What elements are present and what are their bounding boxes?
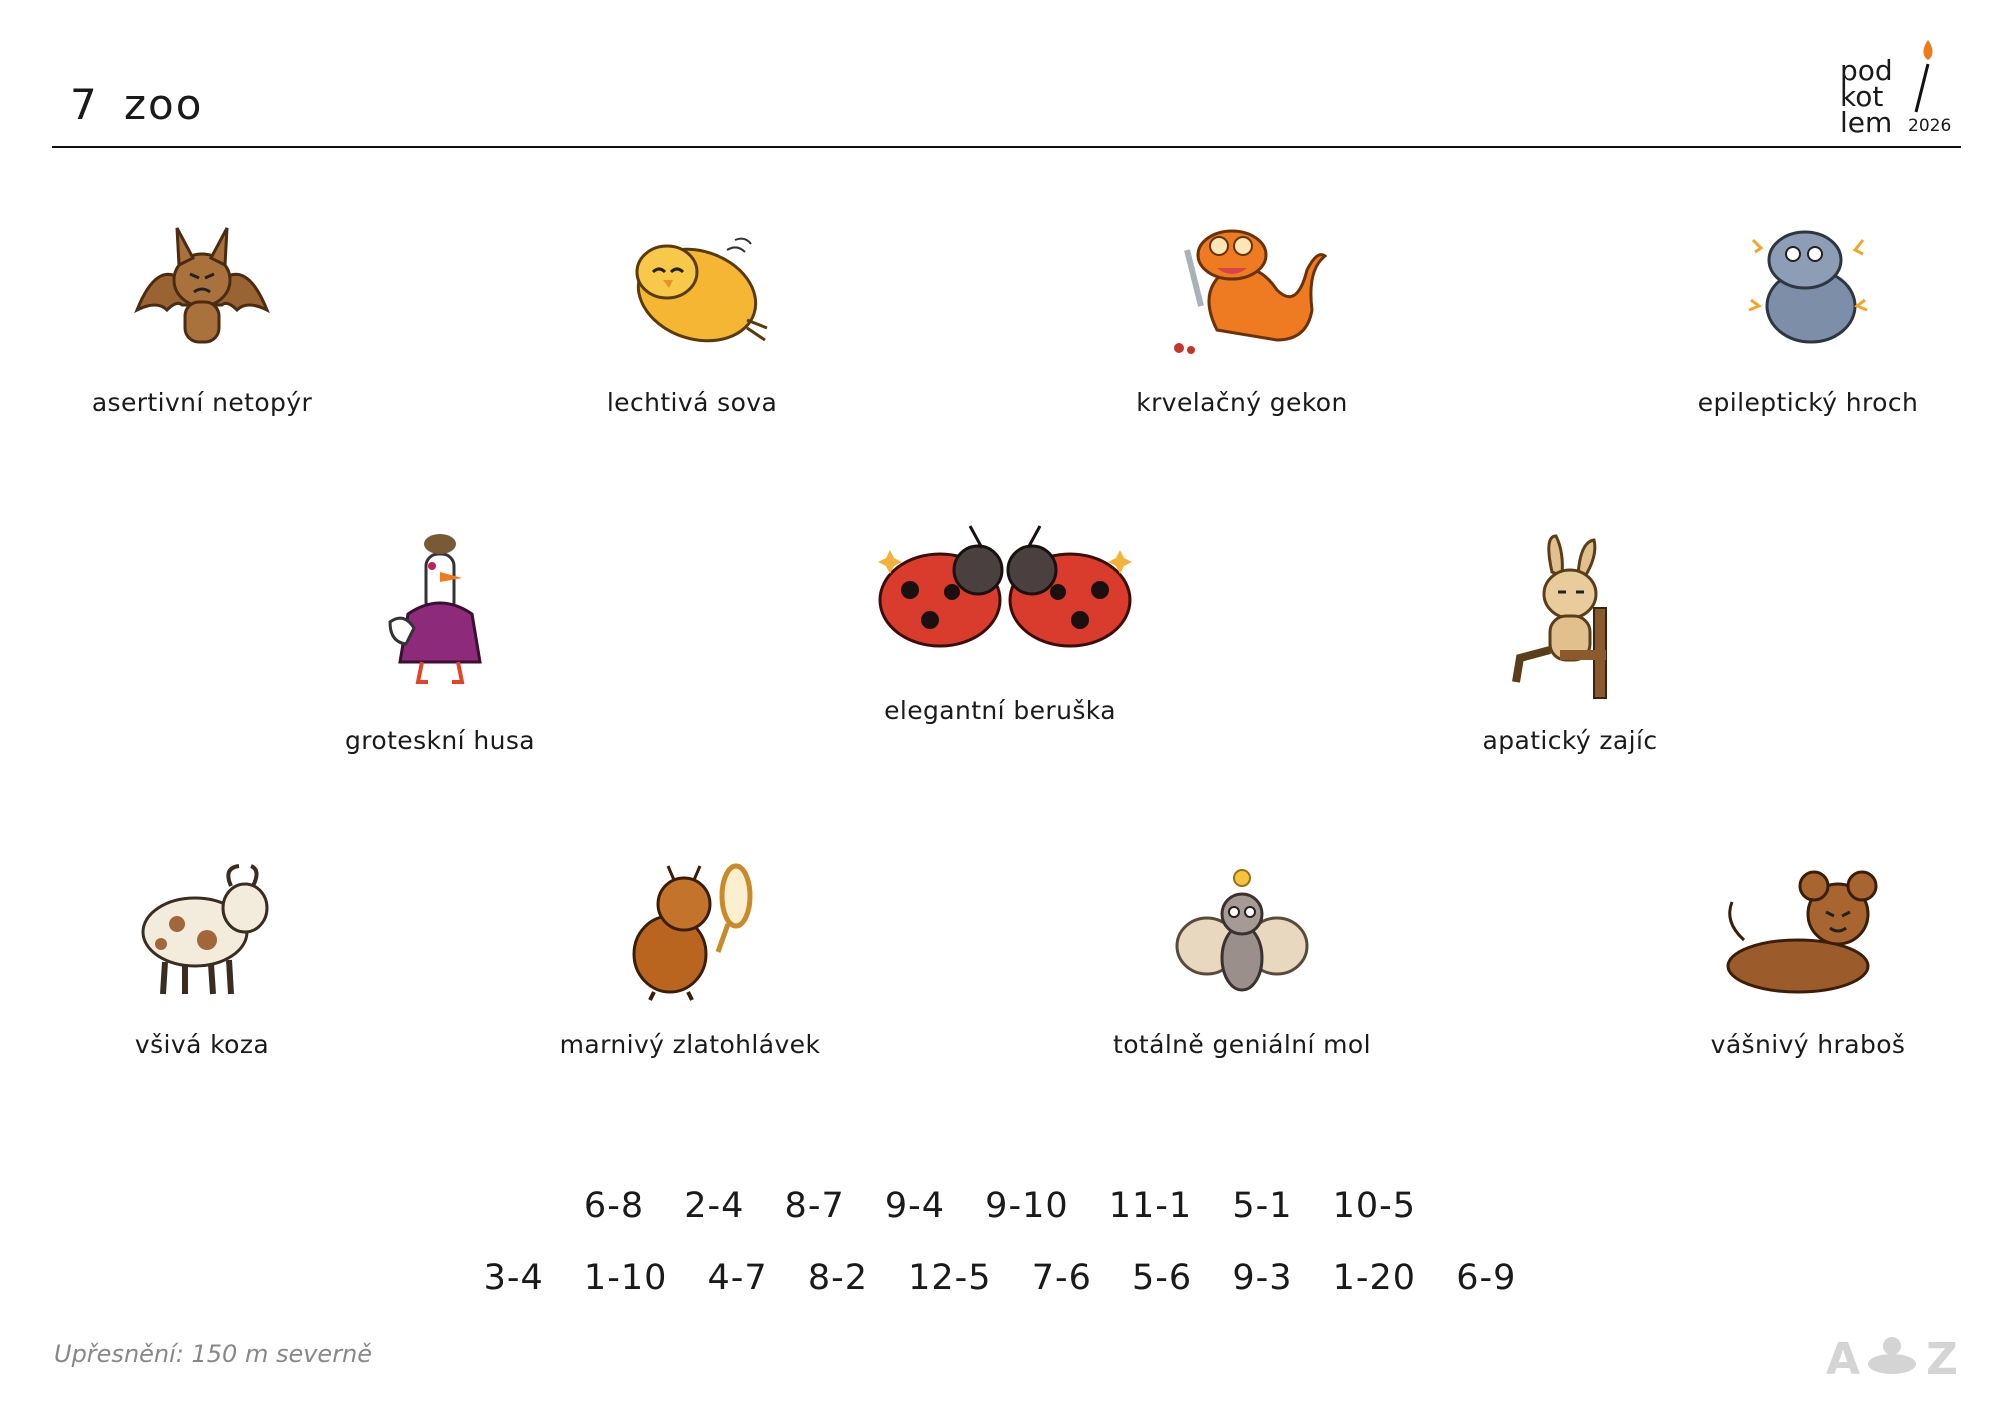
- beetle-icon: [610, 862, 770, 1002]
- animal-label-beetle: marnivý zlatohlávek: [559, 1030, 821, 1059]
- code-item: 4-7: [707, 1258, 768, 1298]
- animal-label-rabbit: apatický zajíc: [1482, 726, 1658, 755]
- animal-card-hippo: [1678, 210, 1938, 420]
- code-item: 8-2: [807, 1258, 868, 1298]
- animal-card-beetle: [560, 862, 820, 1072]
- animal-label-goose: groteskní husa: [345, 726, 535, 755]
- page-number: 7: [70, 80, 97, 129]
- hippo-icon: [1733, 210, 1883, 360]
- owl-icon: [607, 210, 777, 360]
- animal-card-owl: [562, 210, 822, 420]
- podkotlem-logo: [1830, 30, 1970, 140]
- code-item: 6-9: [1456, 1258, 1517, 1298]
- ladybug-icon: [870, 520, 1140, 660]
- animal-label-owl: lechtivá sova: [606, 388, 778, 417]
- code-item: 6-8: [583, 1186, 645, 1226]
- footnote: Upřesnění: 150 m severně: [54, 1340, 373, 1368]
- animal-label-gecko: krvelačný gekon: [1136, 388, 1348, 417]
- code-row-2: [0, 1258, 2000, 1298]
- code-item: 1-20: [1332, 1258, 1417, 1298]
- animal-card-goat: [72, 862, 332, 1072]
- code-item: 8-7: [784, 1186, 845, 1226]
- goat-icon: [127, 862, 277, 1002]
- code-item: 3-4: [483, 1258, 544, 1298]
- logo-year: 2026: [1908, 116, 1952, 136]
- header-divider: [52, 146, 1961, 148]
- animal-label-ladybugs: elegantní beruška: [884, 696, 1116, 725]
- rabbit-icon: [1500, 532, 1640, 702]
- code-item: 7-6: [1031, 1258, 1092, 1298]
- az-watermark-logo: [1826, 1330, 1960, 1380]
- candle-flame-icon: [1908, 36, 1938, 116]
- code-item: 2-4: [684, 1186, 745, 1226]
- code-row-1: [0, 1186, 2000, 1226]
- animal-label-moth: totálně geniální mol: [1113, 1030, 1371, 1059]
- logo-line-3: lem: [1840, 106, 1893, 139]
- animal-card-rabbit: [1440, 532, 1700, 762]
- animal-label-hippo: epileptický hroch: [1697, 388, 1919, 417]
- gecko-icon: [1157, 210, 1327, 360]
- animal-card-goose: [310, 532, 570, 762]
- animal-card-vole: [1678, 862, 1938, 1072]
- code-item: 1-10: [583, 1258, 668, 1298]
- animal-label-bat: asertivní netopýr: [91, 388, 313, 417]
- az-letter-a: A: [1826, 1334, 1861, 1380]
- logo-line-1: pod: [1840, 54, 1893, 87]
- goose-icon: [370, 532, 510, 692]
- code-item: 10-5: [1332, 1186, 1417, 1226]
- animal-label-goat: všivá koza: [134, 1030, 270, 1059]
- animal-card-ladybugs: [870, 520, 1130, 730]
- code-item: 5-1: [1232, 1186, 1293, 1226]
- code-item: 11-1: [1108, 1186, 1193, 1226]
- code-item: 9-10: [985, 1186, 1069, 1226]
- code-item: 5-6: [1132, 1258, 1193, 1298]
- code-item: 9-3: [1232, 1258, 1293, 1298]
- animal-card-moth: [1112, 862, 1372, 1072]
- page-title: zoo: [124, 80, 204, 129]
- code-item: 12-5: [908, 1258, 992, 1298]
- animal-card-bat: [72, 210, 332, 420]
- moth-icon: [1167, 862, 1317, 1002]
- az-logo-icon: [1826, 1330, 1960, 1380]
- code-item: 9-4: [884, 1186, 946, 1226]
- animal-label-vole: vášnivý hraboš: [1710, 1030, 1906, 1059]
- logo-line-2: kot: [1840, 80, 1884, 113]
- bat-icon: [127, 210, 277, 360]
- az-letter-z: Z: [1926, 1334, 1958, 1380]
- animal-card-gecko: [1112, 210, 1372, 420]
- vole-icon: [1718, 862, 1898, 1002]
